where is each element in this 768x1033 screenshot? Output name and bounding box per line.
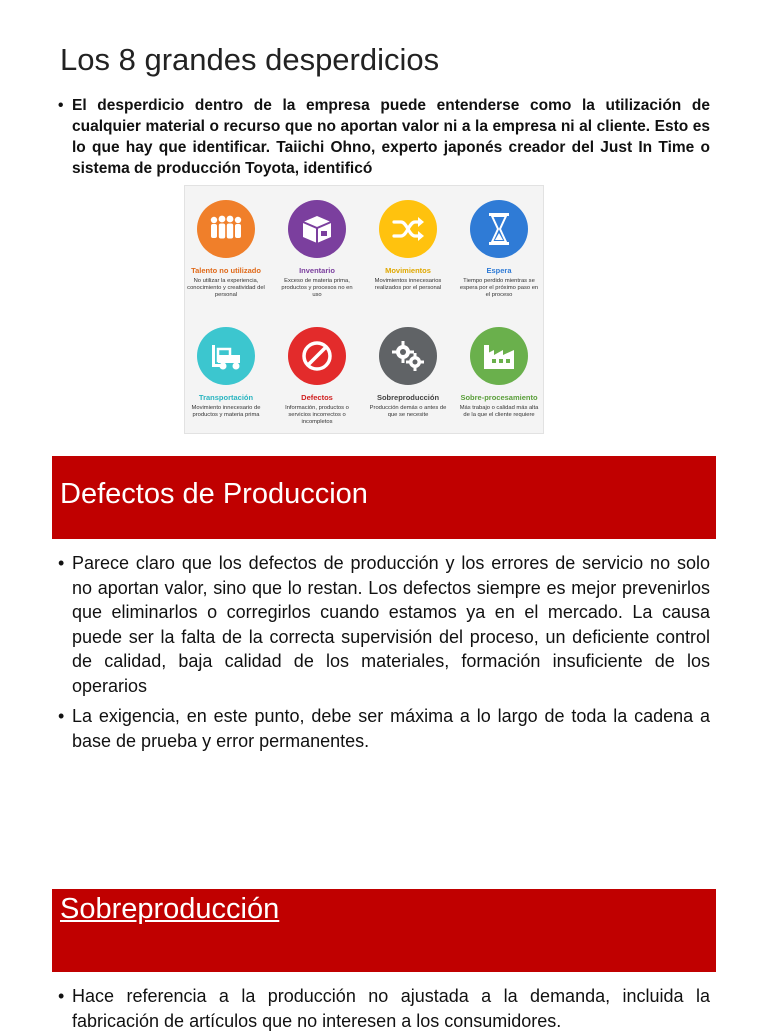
slide3-bullet-text: Hace referencia a la producción no ajustada a la demanda, incluida la fabricación de artículos que no interesen a los consumidores.: [72, 986, 710, 1031]
waste-label: Transportación: [198, 393, 254, 402]
circle-movimientos: [379, 200, 437, 258]
waste-infographic: [184, 185, 544, 434]
waste-label: Sobreproducción: [376, 393, 440, 402]
slide1-title: Los 8 grandes desperdicios: [60, 42, 440, 77]
no-entry-icon: [300, 339, 334, 373]
waste-desc: Información, productos o servicios incorrectos o incompletos: [285, 405, 349, 426]
slide3-title-bar: [52, 889, 716, 972]
waste-item-espera: [456, 200, 542, 300]
waste-item-sobreproduccion: [365, 327, 451, 419]
waste-label: Movimientos: [385, 266, 431, 275]
slide3-title: Sobreproducción: [60, 893, 280, 925]
waste-desc: Tiempo perdido mientras se espera por el próximo paso en el proceso: [459, 278, 539, 299]
bullet-marker: •: [58, 553, 65, 573]
waste-label: Talento no utilizado: [191, 266, 261, 275]
circle-defectos: [288, 327, 346, 385]
waste-item-transportacion: [183, 327, 269, 419]
waste-label: Sobre-procesamiento: [460, 393, 538, 402]
slide1-bullet: [58, 95, 710, 179]
factory-icon: [481, 341, 517, 371]
waste-desc: Producción demás o antes de que se necesite: [369, 405, 447, 419]
forklift-icon: [208, 341, 244, 371]
slide2-title-bar: [52, 456, 716, 539]
slide3-bullet: [58, 984, 710, 1033]
waste-item-movimientos: [365, 200, 451, 292]
slide2-bullet-2: [58, 704, 710, 753]
shuffle-icon: [391, 215, 425, 243]
waste-desc: Movimientos innecesarios realizados por el personal: [374, 278, 442, 292]
hourglass-icon: [487, 212, 511, 246]
waste-desc: Más trabajo o calidad más alta de la que el cliente requiere: [459, 405, 539, 419]
circle-sobreprocesamiento: [470, 327, 528, 385]
waste-label: Inventario: [299, 266, 335, 275]
circle-espera: [470, 200, 528, 258]
people-icon: [208, 214, 244, 244]
bullet-marker: •: [58, 97, 64, 114]
circle-talento: [197, 200, 255, 258]
bullet-marker: •: [58, 986, 65, 1006]
slide2-bullet-text: Parece claro que los defectos de producción y los errores de servicio no solo no aportan valor, sino que lo restan. Los defectos siempre es mejor prevenirlos que eliminarlos o corregirlos cuando estamos ya en el mercado. La causa puede ser la falta de la correcta supervisión del proceso, un deficiente control de calidad, baja calidad de los materiales, formación insuficiente de los operarios: [72, 553, 710, 696]
slide2-bullet-1: [58, 551, 710, 698]
waste-item-inventario: [274, 200, 360, 300]
gears-icon: [390, 339, 426, 373]
circle-inventario: [288, 200, 346, 258]
bullet-marker: •: [58, 706, 65, 726]
waste-desc: Movimiento innecesario de productos y materia prima: [191, 405, 261, 419]
waste-desc: No utilizar la experiencia, conocimiento y creatividad del personal: [187, 278, 265, 299]
slide1-bullet-text: El desperdicio dentro de la empresa puede entenderse como la utilización de cualquier material o recurso que no aportan valor ni a la empresa ni al cliente. Esto es lo que hay que identificar. Taiichi Ohno, experto japonés creador del Just In Time o sistema de producción Toyota, identificó: [72, 97, 710, 177]
waste-label: Espera: [486, 266, 512, 275]
waste-desc: Exceso de materia prima, productos y procesos no en uso: [281, 278, 353, 299]
circle-transportacion: [197, 327, 255, 385]
slide2-bullet-text: La exigencia, en este punto, debe ser máxima a lo largo de toda la cadena a base de prueba y error permanentes.: [72, 706, 710, 751]
waste-label: Defectos: [301, 393, 333, 402]
waste-item-talento: [183, 200, 269, 300]
circle-sobreproduccion: [379, 327, 437, 385]
waste-item-sobreprocesamiento: [456, 327, 542, 419]
slide2-title: Defectos de Produccion: [60, 478, 368, 510]
waste-item-defectos: [274, 327, 360, 427]
box-icon: [300, 213, 334, 245]
